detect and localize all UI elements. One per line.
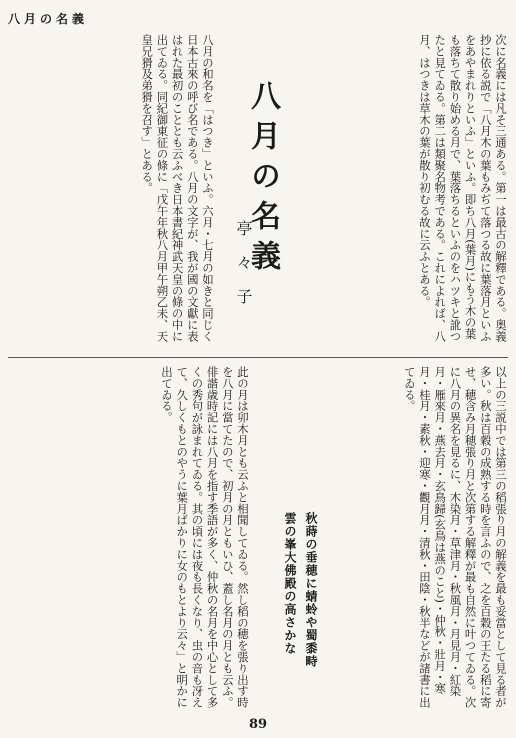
article-title: 八月の名義 (245, 80, 280, 280)
haiku-line: 秋蒔の垂穂に蜻蛉や蜀黍畤 (304, 512, 318, 668)
body-paragraph: 次に名義には凡そ三通ある。第一は最古の解釋である。奥義抄に依る説で「八月木の葉もみぢて落つる故に葉落月といふをあやまれりといふ」といふ。即ち八月(葉月)にもう木の葉も落ちて散り始める月で、葉落ちるといふのをハツキと訛つたと見てゐる。第二は類聚名物考である。これによれば、八月、はつきは草木の葉が散り初むる故に云ふとある。 (417, 34, 508, 342)
body-paragraph: 以上の三説中では第三の稻張り月の解義を最も妥當として見る者が多い。秋は百穀の成熟する時を言ふので、之を百穀の王たる稻に寄せ、穂含み月穂張り月と次第する解釋が最も自然に叶つてゐる。次に八月の異名を見るに、木染月・草津月・秋風月・月見月・紅染月・雁來月・燕去月・玄鳥歸(玄鳥は燕のこと)・仲秋・壯月・寒月・桂月・素秋・迎寒・觀月月・清秋・田陰・秋半などが諸書に出てゐる。 (402, 366, 508, 708)
text-column-bottom-left (10, 366, 250, 708)
page-number: 89 (248, 717, 268, 732)
running-header: 八月の名義 (8, 12, 89, 26)
text-column-top-left (10, 34, 215, 350)
author-name: 亭々子 (234, 220, 253, 322)
text-column-top-right (322, 34, 508, 350)
section-divider (8, 357, 508, 358)
haiku-line: 雲の峯大佛殿の高さかな (283, 512, 297, 655)
body-paragraph: 此の月は卯木月とも云ふと相聞してゐる。然し稻の穂を張り出す時を八月に當てたので、初月の月ともいひ、蓋し名月の月とも云ふ。俳諧歳時記には八月を指す季語が多く、仲秋の名月を中心として多くの秀句が詠まれてゐる。其の頃には夜も長くなり、虫の音も冴えて、久しくもとのやうに葉月ばかりに女のもとより云々」と明かに出てゐる。 (159, 366, 250, 708)
body-paragraph: 八月の和名を「はつき」といふ。六月・七月の如きと同じく日本古來の呼び名である。八月の文字が、我が國の文獻に表はれた最初のこととも云ふべき日本書紀神武天皇の條の中に出てゐる。同紀御東征の條に「戊午年秋八月甲午朔乙未、天皇兄猾及弟猾を召す」とある。 (140, 34, 215, 342)
